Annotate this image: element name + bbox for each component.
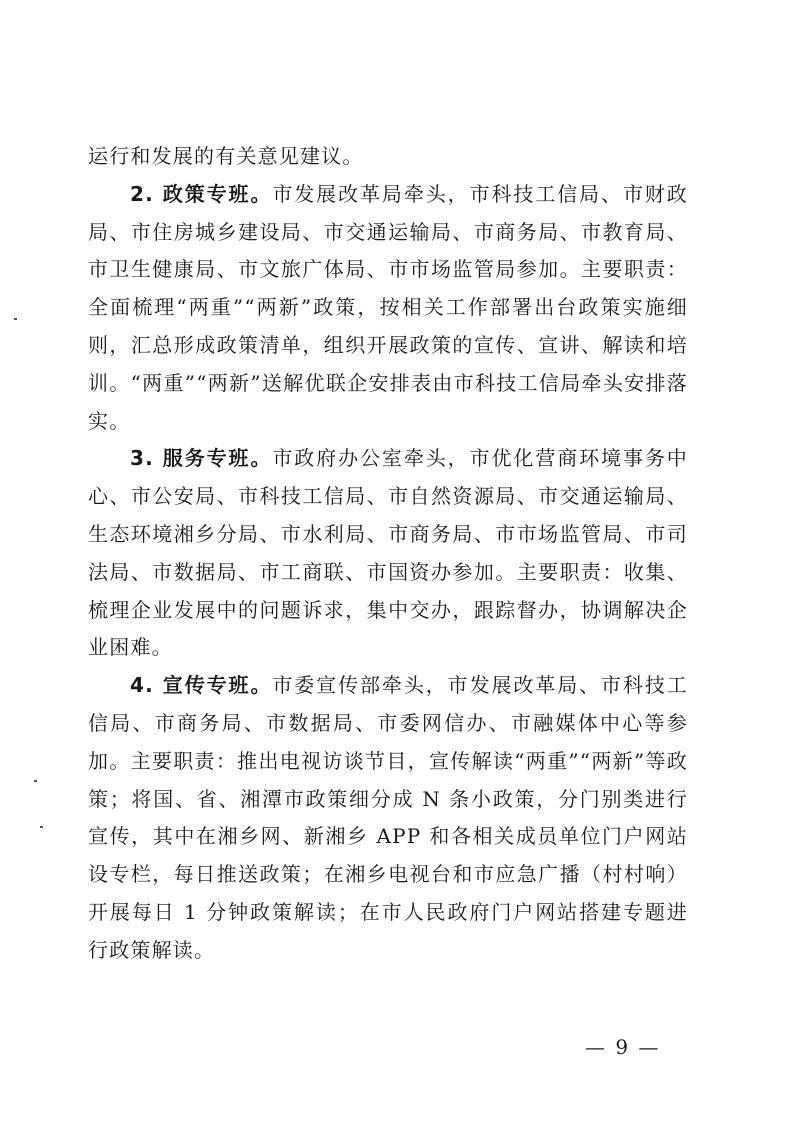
section-heading: 2. 政策专班。 (130, 181, 273, 206)
scan-speck (34, 780, 37, 782)
scan-speck (40, 826, 43, 828)
section-body: 市委宣传部牵头，市发展改革局、市科技工信局、市商务局、市数据局、市委网信办、市融媒体中心等参加。主要职责：推出电视访谈节目，宣传解读“两重”“两新”等政策；将国、省、湘潭市政策细分成 N 条小政策，分门别类进行宣传，其中在湘乡网、新湘乡 APP 和各相关成员单位门户网站设专栏，每日推送政策；在湘乡电视台和市应急广播（村村响）开展每日 1 分钟政策解读；在市人民政府门户网站搭建专题进行政策解读。 (88, 673, 688, 962)
page-number: — 9 — (585, 1035, 661, 1059)
section-body: 市发展改革局牵头，市科技工信局、市财政局、市住房城乡建设局、市交通运输局、市商务局、市教育局、市卫生健康局、市文旅广体局、市市场监管局参加。主要职责：全面梳理“两重”“两新”政策，按相关工作部署出台政策实施细则，汇总形成政策清单，组织开展政策的宣传、宣讲、解读和培训。“两重”“两新”送解优联企安排表由市科技工信局牵头安排落实。 (88, 181, 688, 433)
section-service-team (88, 440, 688, 667)
section-heading: 4. 宣传专班。 (130, 673, 273, 698)
section-policy-team (88, 176, 688, 441)
section-body: 市政府办公室牵头，市优化营商环境事务中心、市公安局、市科技工信局、市自然资源局、市交通运输局、生态环境湘乡分局、市水利局、市商务局、市市场监管局、市司法局、市数据局、市工商联、市国资办参加。主要职责：收集、梳理企业发展中的问题诉求，集中交办，跟踪督办，协调解决企业困难。 (88, 446, 688, 660)
section-publicity-team (88, 667, 688, 969)
scan-speck (14, 318, 17, 320)
continuation-paragraph: 运行和发展的有关意见建议。 (88, 144, 364, 168)
section-heading: 3. 服务专班。 (130, 446, 273, 471)
body-text (88, 138, 688, 970)
